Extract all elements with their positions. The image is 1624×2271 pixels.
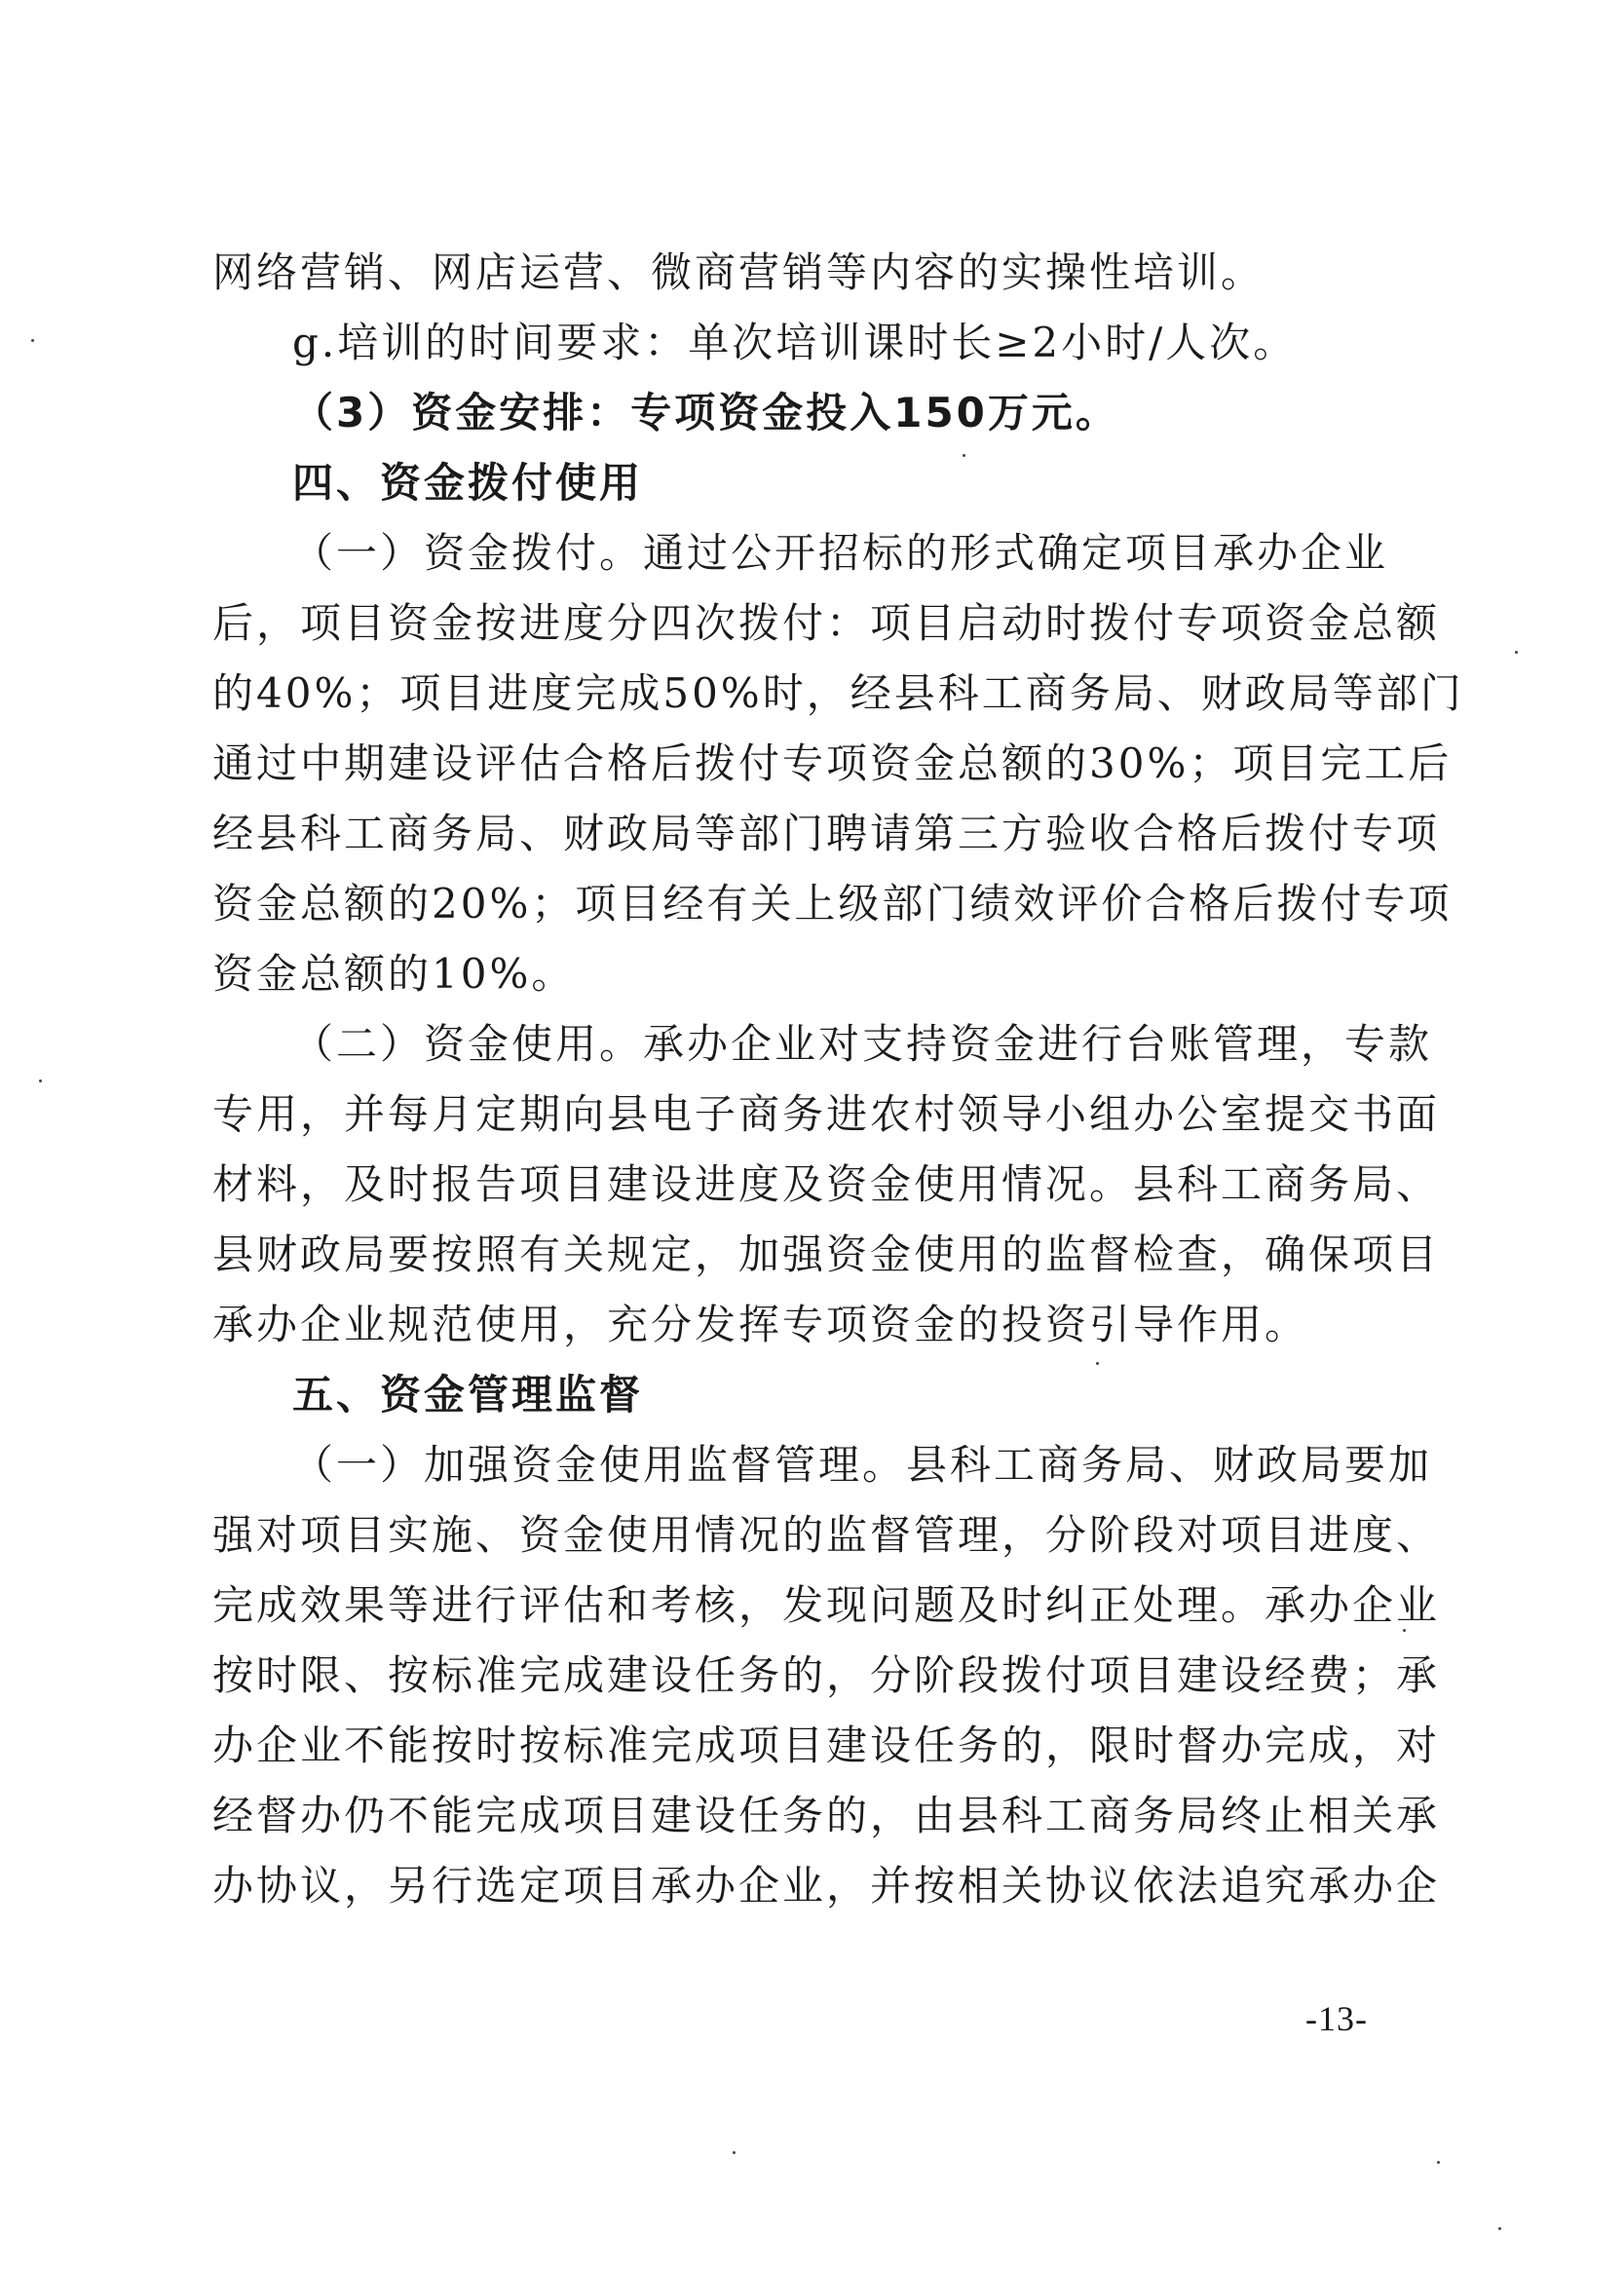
scan-speck [1096,1362,1099,1365]
text-line: 专用，并每月定期向县电子商务进农村领导小组办公室提交书面 [212,1090,1441,1138]
text-line: 经督办仍不能完成项目建设任务的，由县科工商务局终止相关承 [212,1792,1441,1839]
scan-speck [1515,651,1518,654]
page-number: -13- [1305,1999,1368,2038]
scan-speck [963,454,965,457]
section-heading: （3）资金安排：专项资金投入150万元。 [292,389,1119,436]
section-heading: 四、资金拨付使用 [292,459,644,507]
text-line: 通过中期建设评估合格后拨付专项资金总额的30%；项目完工后 [212,739,1453,787]
text-line: （一）加强资金使用监督管理。县科工商务局、财政局要加 [292,1441,1433,1489]
text-line: 完成效果等进行评估和考核，发现问题及时纠正处理。承办企业 [212,1581,1441,1629]
text-line: 县财政局要按照有关规定，加强资金使用的监督检查，确保项目 [212,1230,1441,1278]
text-line: （一）资金拨付。通过公开招标的形式确定项目承办企业 [292,529,1389,577]
text-line: 资金总额的10%。 [212,950,576,998]
text-line: 后，项目资金按进度分四次拨付：项目启动时拨付专项资金总额 [212,599,1441,647]
scan-speck [1498,2227,1501,2230]
text-line: 办协议，另行选定项目承办企业，并按相关协议依法追究承办企 [212,1862,1441,1910]
text-line: 办企业不能按时按标准完成项目建设任务的，限时督办完成，对 [212,1722,1441,1769]
scan-speck [733,2151,736,2154]
scan-speck [39,1079,42,1082]
text-line: 强对项目实施、资金使用情况的监督管理，分阶段对项目进度、 [212,1511,1441,1559]
text-line: 按时限、按标准完成建设任务的，分阶段拨付项目建设经费；承 [212,1651,1441,1699]
text-line: g.培训的时间要求：单次培训课时长≥2小时/人次。 [292,319,1298,366]
text-line: 材料，及时报告项目建设进度及资金使用情况。县科工商务局、 [212,1160,1441,1208]
text-line: 资金总额的20%；项目经有关上级部门绩效评价合格后拨付专项 [212,880,1453,927]
text-line: （二）资金使用。承办企业对支持资金进行台账管理，专款 [292,1020,1433,1068]
scan-speck [31,339,34,342]
scan-speck [1403,1629,1406,1632]
text-line: 的40%；项目进度完成50%时，经县科工商务局、财政局等部门 [212,669,1464,717]
text-line: 承办企业规范使用，充分发挥专项资金的投资引导作用。 [212,1301,1309,1348]
section-heading: 五、资金管理监督 [292,1371,644,1419]
text-line: 网络营销、网店运营、微商营销等内容的实操性培训。 [212,248,1265,296]
text-line: 经县科工商务局、财政局等部门聘请第三方验收合格后拨付专项 [212,810,1441,857]
scan-speck [1437,2161,1440,2164]
